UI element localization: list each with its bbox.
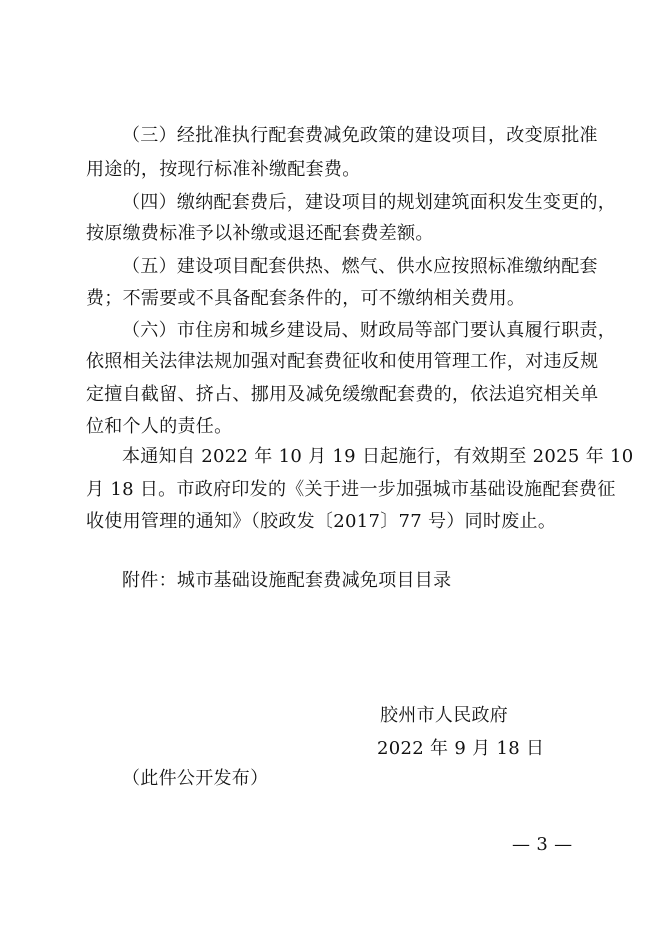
paragraph-6-line-3: 定擅自截留、挤占、挪用及减免缓缴配套费的，依法追究相关单 [86, 384, 599, 405]
paragraph-6-line-4: 位和个人的责任。 [86, 416, 233, 437]
paragraph-7-line-1: 本通知自 2022 年 10 月 19 日起施行，有效期至 2025 年 10 [122, 446, 634, 467]
paragraph-3-line-1: （三）经批准执行配套费减免政策的建设项目，改变原批准 [122, 125, 598, 146]
paragraph-6-line-2: 依照相关法律法规加强对配套费征收和使用管理工作，对违反规 [86, 351, 599, 372]
paragraph-5-line-1: （五）建设项目配套供热、燃气、供水应按照标准缴纳配套 [122, 256, 598, 277]
paragraph-4-line-1: （四）缴纳配套费后，建设项目的规划建筑面积发生变更的， [122, 192, 617, 213]
issuer-name: 胶州市人民政府 [380, 705, 509, 726]
paragraph-7-line-2: 月 18 日。市政府印发的《关于进一步加强城市基础设施配套费征 [86, 479, 616, 500]
paragraph-3-line-2: 用途的，按现行标准补缴配套费。 [86, 159, 361, 180]
issue-date: 2022 年 9 月 18 日 [377, 738, 545, 759]
page-number: — 3 — [512, 834, 573, 855]
paragraph-6-line-1: （六）市住房和城乡建设局、财政局等部门要认真履行职责， [122, 320, 617, 341]
publication-note: （此件公开发布） [122, 768, 269, 789]
attachment-line: 附件：城市基础设施配套费减免项目目录 [122, 570, 452, 591]
paragraph-4-line-2: 按原缴费标准予以补缴或退还配套费差额。 [86, 223, 434, 244]
paragraph-5-line-2: 费；不需要或不具备配套条件的，可不缴纳相关费用。 [86, 288, 526, 309]
paragraph-7-line-3: 收使用管理的通知》（胶政发〔2017〕77 号）同时废止。 [86, 511, 557, 532]
